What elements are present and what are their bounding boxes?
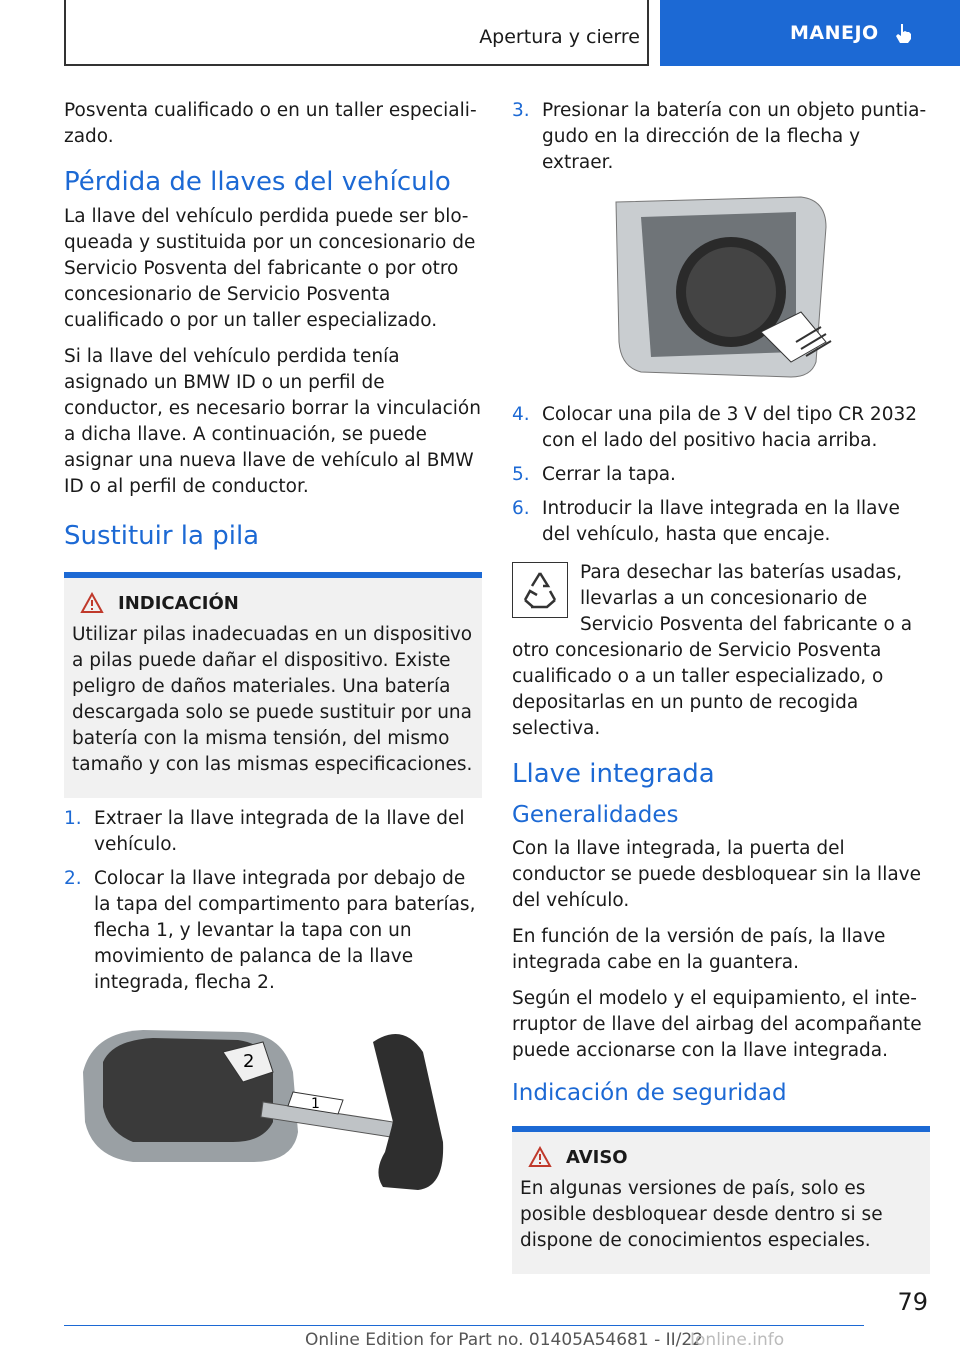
- steps-list: [512, 402, 930, 548]
- warning-triangle-icon: [528, 1146, 552, 1168]
- step-text: Colocar la llave integrada por debajo de la tapa del compartimento para baterías, flecha 1, y levantar la tapa con un movimiento de palanca de la llave integrada, flecha 2.: [94, 868, 476, 993]
- intro-paragraph: Posventa cualificado o en un taller especializado.: [64, 100, 477, 147]
- recycle-icon: [512, 562, 568, 618]
- step-text: Introducir la llave integrada en la llave del vehículo, hasta que encaje.: [542, 498, 900, 545]
- safety-heading: Indicación de seguridad: [512, 1080, 787, 1106]
- lost-keys-paragraph-1: La llave del vehículo perdida puede ser bloqueada y sustituida por un concesionario de Servicio Posventa del fabricante o por otro concesionario de Servicio Posventa cualificado o por un taller especializado.: [64, 206, 476, 331]
- notice-header: [72, 592, 474, 614]
- step-text: Colocar una pila de 3 V del tipo CR 2032 con el lado del positivo hacia arriba.: [542, 404, 918, 451]
- steps-list: [64, 806, 482, 996]
- step-number: 4.: [512, 404, 530, 425]
- lost-keys-heading: Pérdida de llaves del vehículo: [64, 167, 451, 197]
- page-number: 79: [897, 1288, 928, 1316]
- right-column: [512, 98, 930, 1282]
- integrated-key-heading: Llave integrada: [512, 759, 715, 789]
- chapter-tab[interactable]: [660, 0, 960, 66]
- recycle-note: [512, 560, 930, 742]
- key-fob-with-blade-image: [73, 1012, 473, 1202]
- lost-keys-paragraph-2: Si la llave del vehículo perdida tenía asignado un BMW ID o un perfil de conductor, es necesario borrar la vinculación a dicha llave. A continuación, se puede asignar una nueva llave de vehículo al BMW ID o al perfil de conductor.: [64, 346, 481, 497]
- integrated-key-paragraph-2: En función de la versión de país, la llave integrada cabe en la guantera.: [512, 926, 886, 973]
- integrated-key-paragraph-1: Con la llave integrada, la puerta del conductor se puede desbloquear sin la llave del vehículo.: [512, 838, 921, 911]
- section-title: Apertura y cierre: [479, 26, 640, 48]
- notice-text: En algunas versiones de país, solo es posible desbloquear desde dentro si se dispone de conocimientos especiales.: [520, 1178, 883, 1251]
- notice-box: [512, 1132, 930, 1274]
- battery-heading: Sustituir la pila: [64, 521, 260, 551]
- footer-rule: [64, 1325, 864, 1326]
- integrated-key-paragraph-3: Según el modelo y el equipamiento, el interruptor de llave del airbag del acompañante puede accionarse con la llave integrada.: [512, 988, 922, 1061]
- svg-text:2: 2: [243, 1051, 255, 1072]
- edition-text: Online Edition for Part no. 01405A54681 - II/22: [305, 1330, 704, 1350]
- step-text: Extraer la llave integrada de la llave del vehículo.: [94, 808, 465, 855]
- list-item: [512, 496, 930, 548]
- chapter-label: MANEJO: [790, 22, 879, 44]
- step-number: 2.: [64, 868, 82, 889]
- notice-label: INDICACIÓN: [118, 592, 239, 614]
- hand-pointer-icon: [893, 22, 915, 44]
- step-number: 1.: [64, 808, 82, 829]
- list-item: [64, 866, 482, 996]
- step-text: Cerrar la tapa.: [542, 464, 676, 485]
- key-illustration: [64, 1012, 482, 1202]
- step-number: 5.: [512, 464, 530, 485]
- general-heading: Generalidades: [512, 802, 679, 828]
- svg-text:1: 1: [311, 1096, 320, 1112]
- list-item: [64, 806, 482, 858]
- notice-header: [520, 1146, 922, 1168]
- battery-illustration: [512, 192, 930, 382]
- left-column: [64, 98, 482, 1222]
- open-key-case-image: [601, 192, 841, 382]
- watermark: Ionline.info: [690, 1330, 785, 1350]
- notice-label: AVISO: [566, 1146, 628, 1168]
- list-item: [512, 462, 930, 488]
- warning-triangle-icon: [80, 592, 104, 614]
- step-number: 6.: [512, 498, 530, 519]
- list-item: [512, 98, 930, 176]
- recycle-text: Para desechar las baterías usadas, llevarlas a un concesionario de Servicio Posventa del fabricante o a otro concesionario de Servicio Posventa cualificado o a un taller especializado, o depositarlas en un punto de recogida selectiva.: [512, 562, 913, 739]
- step-number: 3.: [512, 100, 530, 121]
- notice-box: [64, 578, 482, 798]
- step-text: Presionar la batería con un objeto puntiagudo en la dirección de la flecha y extraer.: [542, 100, 927, 173]
- notice-text: Utilizar pilas inadecuadas en un dispositivo a pilas puede dañar el dispositivo. Existe peligro de daños materiales. Una batería descargada solo se puede sustituir por una batería con la misma tensión, del mismo tamaño y con las mismas especificaciones.: [72, 624, 473, 775]
- steps-list: [512, 98, 930, 176]
- list-item: [512, 402, 930, 454]
